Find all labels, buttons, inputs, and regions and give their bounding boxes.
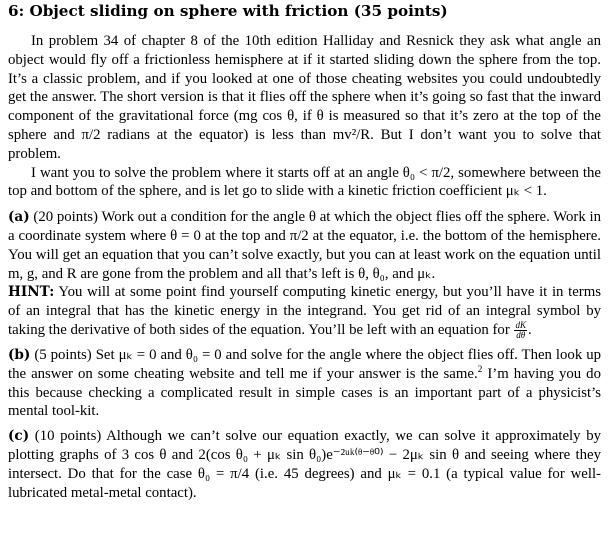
problem-page [8, 0, 601, 502]
hint-text: You will at some point find yourself computing kinetic energy, but you’ll have it in terms of an integral that has the kinetic energy in the integrand. You get rid of an integral symbol by taking the derivative of both sides of the equation. You’ll be left with an equation for [8, 284, 601, 338]
part-b-text: (5 points) Set μₖ = 0 and θ₀ = 0 and solve for the angle where the object flies off. Then look up the answer on some cheating website and tell me if your answer is the same. [8, 347, 601, 382]
part-c-label: (c) [8, 428, 30, 445]
part-b-text-after: I’m having you do this because checking a complicated result in simple cases is an important part of a physicist’s mental tool-kit. [8, 365, 601, 420]
intro-paragraph-2: I want you to solve the problem where it starts off at an angle θ₀ < π/2, somewhere between the top and bottom of the sphere, and is let go to slide with a kinetic friction coefficient μₖ < 1. [8, 164, 601, 200]
footnote-marker: 2 [477, 364, 483, 375]
hint-end: . [527, 321, 532, 338]
part-c-paragraph [8, 427, 601, 502]
part-a-label: (a) [8, 209, 30, 226]
part-c-text: (10 points) Although we can’t solve our equation exactly, we can solve it approximately by plotting graphs of 3 cos θ and 2(cos θ₀ + μₖ sin θ₀)e⁻²ᵘᵏ⁽ᶿ⁻ᶿ⁰⁾ − 2μₖ sin θ and seeing where they intersect. Do that for the case θ₀ = π/4 (i.e. 45 degrees) and μₖ = 0.1 (a typical value for well-lubricated metal-metal contact). [8, 428, 601, 501]
fraction-denominator: dθ [516, 330, 526, 341]
part-a-paragraph [8, 208, 601, 283]
hint-paragraph [8, 283, 601, 340]
problem-heading: 6: Object sliding on sphere with friction (35 points) [8, 2, 448, 20]
part-a-text: (20 points) Work out a condition for the angle θ at which the object flies off the sphere. Work in a coordinate system where θ = 0 at the top and π/2 at the equator, i.e. the bottom of the hemisphere. You will get an equation that you can’t solve exactly, but you can at least work on the equation until m, g, and R are gone from the problem and all that’s left is θ, θ₀, and μₖ. [8, 209, 602, 282]
intro-paragraph-1: In problem 34 of chapter 8 of the 10th edition Halliday and Resnick they ask what angle an object would fly off a frictionless hemisphere at if it started sliding down the sphere from the top. It’s a classic problem, and if you looked at one of those cheating websites you could undoubtedly get the answer. The short version is that it flies off the sphere when it’s going so fast that the inward component of the gravitational force (mg cos θ, if θ is measured so that it’s zero at the top of the sphere and π/2 radians at the equator) is less than mv²/R. But I don’t want you to solve that problem. [8, 33, 601, 162]
part-b-paragraph [8, 346, 601, 421]
dk-dtheta-fraction [514, 321, 527, 340]
hint-label: HINT: [8, 284, 55, 301]
part-b-label: (b) [8, 347, 31, 364]
fraction-numerator: dK [515, 320, 526, 331]
